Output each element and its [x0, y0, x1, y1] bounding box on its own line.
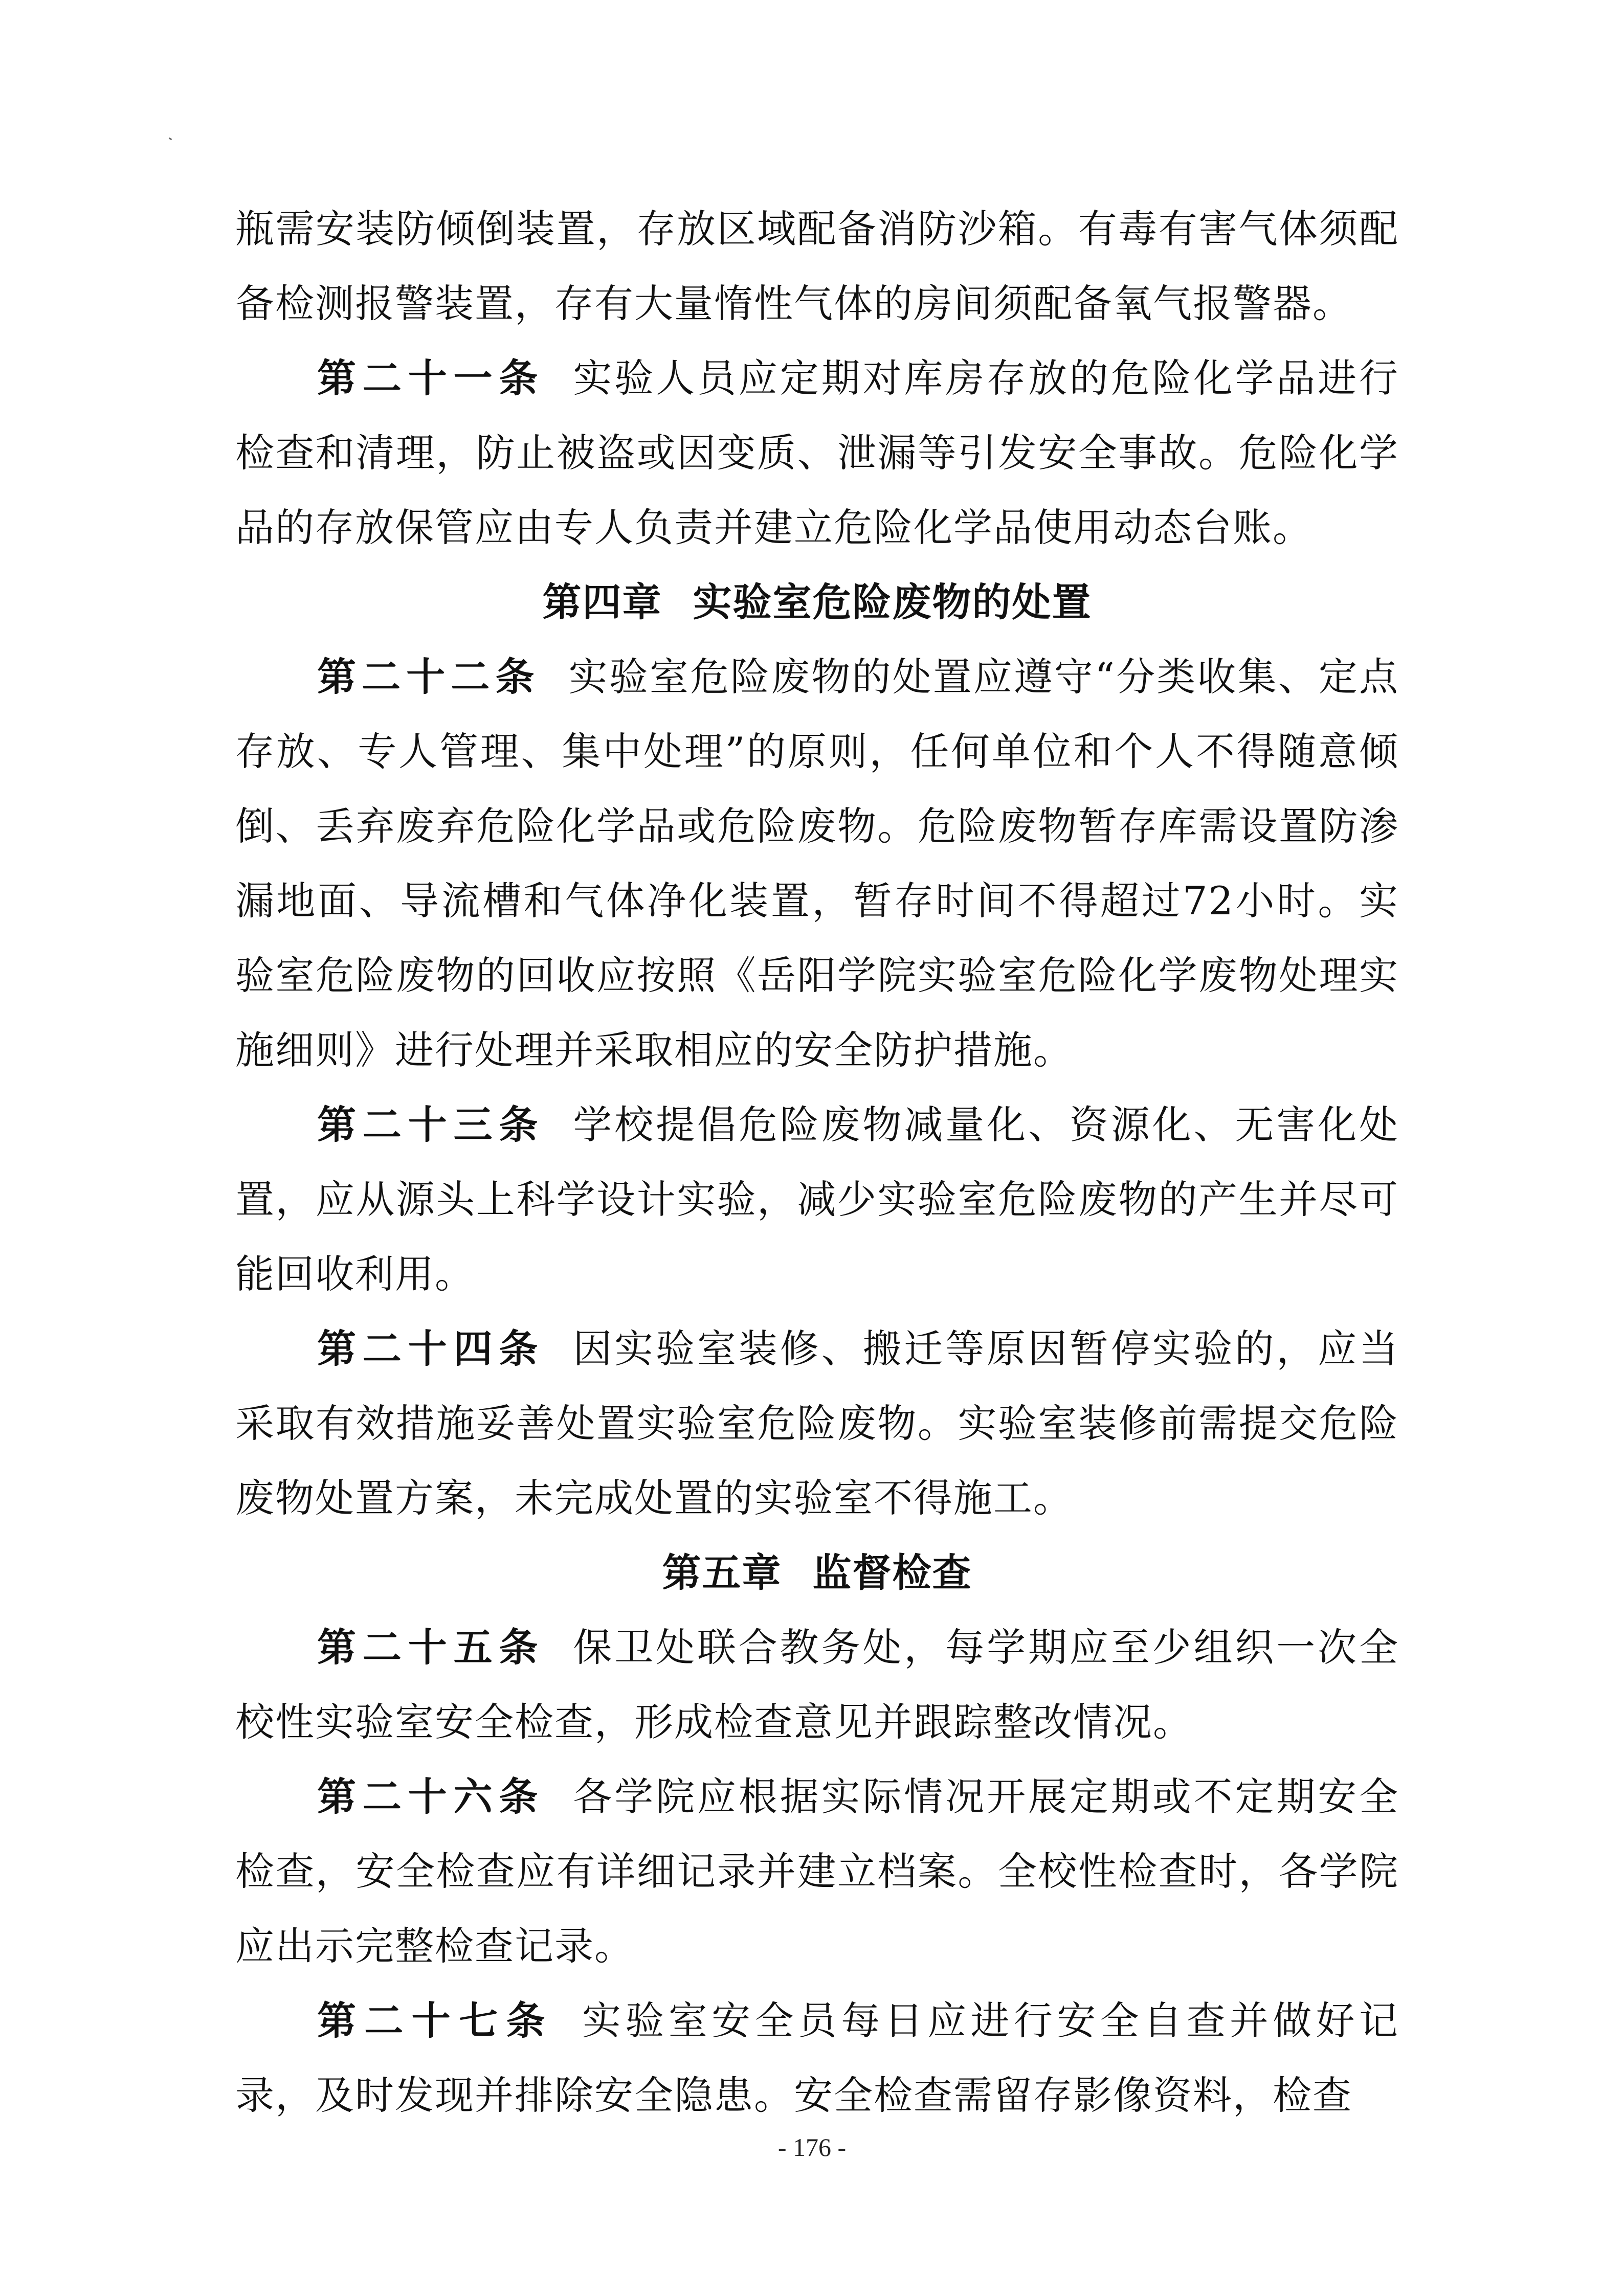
chapter-title: 监督检查 [812, 1550, 972, 1595]
article-text: 各学院应根据实际情况开展定期或不定期安全检查，安全检查应有详细记录并建立档案。全校性检查时，各学院应出示完整检查记录。 [235, 1774, 1399, 1969]
chapter-number: 第四章 [542, 579, 662, 625]
article-text: 实验人员应定期对库房存放的危险化学品进行检查和清理，防止被盗或因变质、泄漏等引发安全事故。危险化学品的存放保管应由专人负责并建立危险化学品使用动态台账。 [235, 355, 1399, 550]
chapter-number: 第五章 [662, 1550, 782, 1595]
article-text: 因实验室装修、搬迁等原因暂停实验的，应当采取有效措施妥善处置实验室危险废物。实验室装修前需提交危险废物处置方案，未完成处置的实验室不得施工。 [235, 1326, 1399, 1521]
paragraph-text: 瓶需安装防倾倒装置，存放区域配备消防沙箱。有毒有害气体须配备检测报警装置，存有大量惰性气体的房间须配备氧气报警器。 [235, 206, 1399, 326]
article-text: 保卫处联合教务处，每学期应至少组织一次全校性实验室安全检查，形成检查意见并跟踪整改情况。 [235, 1625, 1399, 1745]
article-label: 第二十五条 [317, 1625, 545, 1670]
article-23 [235, 1088, 1399, 1312]
article-21 [235, 341, 1399, 565]
article-label: 第二十六条 [317, 1774, 545, 1819]
article-25 [235, 1610, 1399, 1760]
article-label: 第二十一条 [317, 355, 545, 401]
article-text: 学校提倡危险废物减量化、资源化、无害化处置，应从源头上科学设计实验，减少实验室危险废物的产生并尽可能回收利用。 [235, 1102, 1399, 1297]
article-27 [235, 1984, 1399, 2133]
chapter-heading-5 [235, 1536, 1399, 1610]
scan-speck [169, 138, 172, 141]
article-26 [235, 1760, 1399, 1984]
article-22 [235, 640, 1399, 1088]
article-label: 第二十四条 [317, 1326, 545, 1371]
document-body [235, 192, 1399, 2133]
article-label: 第二十三条 [317, 1102, 545, 1147]
chapter-title: 实验室危险废物的处置 [693, 579, 1092, 625]
article-label: 第二十二条 [317, 654, 540, 700]
page-number: - 176 - [777, 2133, 847, 2162]
article-label: 第二十七条 [317, 1998, 553, 2043]
article-text: 实验室危险废物的处置应遵守“分类收集、定点存放、专人管理、集中处理”的原则，任何单位和个人不得随意倾倒、丢弃废弃危险化学品或危险废物。危险废物暂存库需设置防渗漏地面、导流槽和气体净化装置，暂存时间不得超过72小时。实验室危险废物的回收应按照《岳阳学院实验室危险化学废物处理实施细则》进行处理并采取相应的安全防护措施。 [235, 654, 1399, 1073]
paragraph-continuation [235, 192, 1399, 341]
article-text: 实验室安全员每日应进行安全自查并做好记录，及时发现并排除安全隐患。安全检查需留存影像资料，检查 [235, 1998, 1399, 2118]
chapter-heading-4 [235, 565, 1399, 640]
article-24 [235, 1312, 1399, 1536]
